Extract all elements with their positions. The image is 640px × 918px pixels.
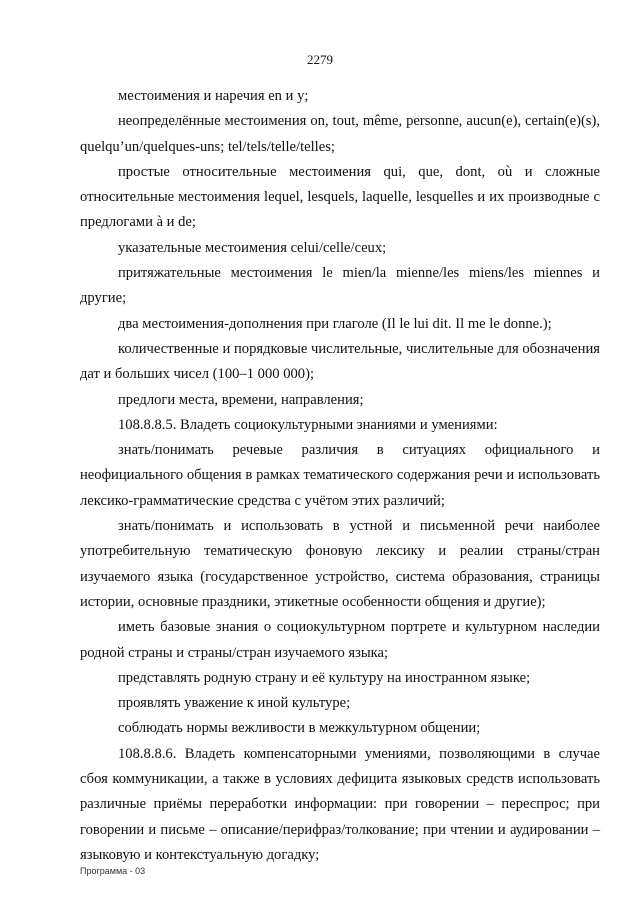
paragraph: указательные местоимения celui/celle/ceux; <box>118 239 387 256</box>
paragraph: иметь базовые знания о социокультурном портрете и культурном наследии родной страны и страны/стран изучаемого языка; <box>80 619 600 661</box>
paragraph: знать/понимать и использовать в устной и письменной речи наиболее употребительную тематическую фоновую лексику и реалии страны/стран изучаемого языка (государственное устройство, система образования, страницы истории, основные праздники, этикетные особенности общения и другие); <box>80 518 600 610</box>
footer-label: Программа - 03 <box>80 866 146 876</box>
body-text <box>80 84 600 868</box>
paragraph: притяжательные местоимения le mien/la mienne/les miens/les miennes и другие; <box>80 265 600 307</box>
paragraph: знать/понимать речевые различия в ситуациях официального и неофициального общения в рамках тематического содержания речи и использовать лексико-грамматические средства с учётом этих различий; <box>80 442 600 509</box>
paragraph: соблюдать нормы вежливости в межкультурном общении; <box>118 720 481 737</box>
paragraph: неопределённые местоимения on, tout, même, personne, aucun(e), certain(e)(s), quelqu’un/quelques-uns; tel/tels/telle/telles; <box>80 113 600 155</box>
paragraph: два местоимения-дополнения при глаголе (Il le lui dit. Il me le donne.); <box>118 315 552 332</box>
paragraph: предлоги места, времени, направления; <box>118 391 364 408</box>
paragraph: местоимения и наречия en и y; <box>118 88 309 104</box>
paragraph: количественные и порядковые числительные, числительные для обозначения дат и больших чисел (100–1 000 000); <box>80 340 600 383</box>
paragraph: простые относительные местоимения qui, que, dont, où и сложные относительные местоимения lequel, lesquels, laquelle, lesquelles и их производные с предлогами à и de; <box>80 163 600 231</box>
section-heading-paragraph: 108.8.8.5. Владеть социокультурными знаниями и умениями: <box>118 416 498 433</box>
paragraph: проявлять уважение к иной культуре; <box>118 695 351 712</box>
paragraph: представлять родную страну и её культуру на иностранном языке; <box>118 669 531 686</box>
page-number: 2279 <box>307 52 333 67</box>
section-heading-paragraph: 108.8.8.6. Владеть компенсаторными умениями, позволяющими в случае сбоя коммуникации, а также в условиях дефицита языковых средств использовать различные приёмы переработки информации: при говорении – переспрос; при говорении и письме – описание/перифраз/толкование; при чтении и аудировании – языковую и контекстуальную догадку; <box>80 745 600 863</box>
